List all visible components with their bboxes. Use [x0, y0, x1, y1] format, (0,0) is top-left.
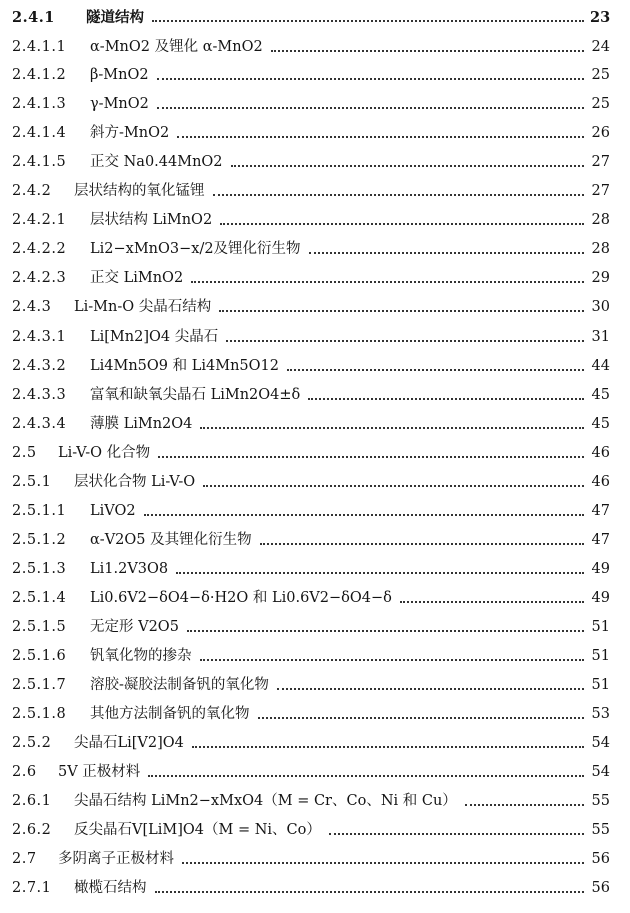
section-title: 钒氧化物的掺杂: [90, 648, 192, 664]
section-number: 2.7: [12, 851, 37, 867]
page-number: 51: [591, 619, 610, 635]
section-title: 斜方-MnO2: [90, 125, 170, 141]
page-number: 46: [591, 474, 610, 490]
section-title: Li-V-O 化合物: [58, 445, 151, 461]
toc-entry[interactable]: [12, 407, 610, 433]
section-title: Li1.2V3O8: [90, 561, 169, 577]
section-title: β-MnO2: [90, 67, 149, 83]
section-title: γ-MnO2: [90, 96, 149, 112]
dot-leader: [192, 745, 584, 748]
section-title: 溶胶-凝胶法制备钒的氧化物: [90, 677, 269, 693]
page-number: 29: [591, 270, 610, 286]
toc-entry[interactable]: [12, 290, 610, 316]
toc-entry[interactable]: [12, 30, 610, 56]
toc-entry[interactable]: [12, 87, 610, 113]
section-number: 2.4.3.2: [12, 358, 67, 374]
page-number: 44: [591, 358, 610, 374]
toc-entry[interactable]: [12, 116, 610, 142]
dot-leader: [308, 397, 584, 400]
toc-entry[interactable]: [12, 320, 610, 346]
section-number: 2.5.1.4: [12, 590, 67, 606]
dot-leader: [203, 484, 584, 487]
toc-entry[interactable]: [12, 755, 610, 781]
toc-entry[interactable]: [12, 639, 610, 665]
section-number: 2.6: [12, 764, 37, 780]
page-number: 45: [591, 416, 610, 432]
dot-leader: [148, 774, 584, 777]
section-title: 隧道结构: [86, 9, 144, 26]
toc-entry[interactable]: [12, 494, 610, 520]
toc-entry[interactable]: [12, 174, 610, 200]
page-number: 56: [591, 880, 610, 896]
toc-entry[interactable]: [12, 203, 610, 229]
section-title: 尖晶石Li[V2]O4: [74, 735, 184, 751]
section-title: Li[Mn2]O4 尖晶石: [90, 329, 219, 345]
section-title: Li4Mn5O9 和 Li4Mn5O12: [90, 358, 279, 374]
page-number: 47: [591, 503, 610, 519]
section-number: 2.4.2.1: [12, 212, 67, 228]
dot-leader: [226, 339, 584, 342]
section-number: 2.4.3.4: [12, 416, 67, 432]
section-number: 2.4.1.2: [12, 67, 67, 83]
section-number: 2.6.1: [12, 793, 52, 809]
section-number: 2.6.2: [12, 822, 52, 838]
section-title: α-MnO2 及锂化 α-MnO2: [90, 39, 263, 55]
section-number: 2.4.2.3: [12, 270, 67, 286]
page-number: 25: [591, 67, 610, 83]
toc-entry[interactable]: [12, 58, 610, 84]
dot-leader: [277, 687, 584, 690]
section-title: 正交 Na0.44MnO2: [90, 154, 223, 170]
dot-leader: [157, 106, 584, 109]
dot-leader: [182, 861, 584, 864]
dot-leader: [152, 19, 584, 22]
page-number: 55: [591, 822, 610, 838]
page-number: 46: [591, 445, 610, 461]
toc-entry[interactable]: [12, 871, 610, 897]
section-title: 富氧和缺氧尖晶石 LiMn2O4±δ: [90, 387, 301, 403]
section-title: 无定形 V2O5: [90, 619, 179, 635]
page-number: 30: [591, 299, 610, 315]
section-title: LiVO2: [90, 503, 136, 519]
page-number: 27: [591, 154, 610, 170]
section-number: 2.4.1.3: [12, 96, 67, 112]
dot-leader: [157, 77, 584, 80]
section-number: 2.5.1.6: [12, 648, 67, 664]
dot-leader: [200, 658, 585, 661]
page-number: 49: [591, 590, 610, 606]
dot-leader: [465, 803, 584, 806]
section-title: Li-Mn-O 尖晶石结构: [74, 299, 212, 315]
toc-entry[interactable]: [12, 784, 610, 810]
toc-entry[interactable]: [12, 697, 610, 723]
section-title: 其他方法制备钒的氧化物: [90, 706, 250, 722]
toc-entry[interactable]: [12, 523, 610, 549]
section-title: Li2−xMnO3−x/2及锂化衍生物: [90, 241, 301, 257]
toc-entry[interactable]: [12, 581, 610, 607]
page-number: 23: [590, 9, 611, 26]
section-title: 层状化合物 Li-V-O: [74, 474, 196, 490]
section-number: 2.7.1: [12, 880, 52, 896]
dot-leader: [200, 426, 584, 429]
section-number: 2.5.1.8: [12, 706, 67, 722]
section-number: 2.5: [12, 445, 37, 461]
section-title: 橄榄石结构: [74, 880, 147, 896]
toc-entry[interactable]: [12, 232, 610, 258]
page-number: 49: [591, 561, 610, 577]
toc-entry[interactable]: [12, 261, 610, 287]
section-number: 2.4.2.2: [12, 241, 67, 257]
section-number: 2.4.3: [12, 299, 52, 315]
section-number: 2.5.2: [12, 735, 52, 751]
section-number: 2.4.1.5: [12, 154, 67, 170]
dot-leader: [219, 309, 584, 312]
toc-entry[interactable]: [12, 0, 610, 26]
toc-entry[interactable]: [12, 465, 610, 491]
section-number: 2.5.1.1: [12, 503, 67, 519]
dot-leader: [220, 222, 584, 225]
dot-leader: [231, 164, 584, 167]
dot-leader: [287, 368, 584, 371]
page-number: 54: [591, 735, 610, 751]
dot-leader: [271, 49, 584, 52]
section-title: 5V 正极材料: [58, 764, 141, 780]
section-title: α-V2O5 及其锂化衍生物: [90, 532, 252, 548]
dot-leader: [258, 716, 585, 719]
dot-leader: [329, 832, 584, 835]
section-number: 2.5.1: [12, 474, 52, 490]
section-number: 2.5.1.2: [12, 532, 67, 548]
section-number: 2.4.2: [12, 183, 52, 199]
dot-leader: [144, 513, 584, 516]
page-number: 54: [591, 764, 610, 780]
section-number: 2.4.3.3: [12, 387, 67, 403]
section-number: 2.4.1: [12, 9, 55, 26]
toc-entry[interactable]: [12, 436, 610, 462]
page-number: 27: [591, 183, 610, 199]
section-title: Li0.6V2−δO4−δ·H2O 和 Li0.6V2−δO4−δ: [90, 590, 392, 606]
section-title: 多阴离子正极材料: [58, 851, 174, 867]
section-title: 层状结构的氧化锰锂: [74, 183, 205, 199]
toc-entry[interactable]: [12, 726, 610, 752]
section-title: 层状结构 LiMnO2: [90, 212, 213, 228]
toc-entry[interactable]: [12, 668, 610, 694]
dot-leader: [176, 571, 584, 574]
dot-leader: [260, 542, 584, 545]
page-number: 45: [591, 387, 610, 403]
page-number: 26: [591, 125, 610, 141]
section-title: 反尖晶石V[LiM]O4（M = Ni、Co）: [74, 822, 321, 838]
section-title: 尖晶石结构 LiMn2−xMxO4（M = Cr、Co、Ni 和 Cu）: [74, 793, 457, 809]
dot-leader: [191, 280, 584, 283]
page-number: 51: [591, 648, 610, 664]
dot-leader: [155, 890, 585, 893]
section-title: 正交 LiMnO2: [90, 270, 184, 286]
section-number: 2.5.1.7: [12, 677, 67, 693]
page-number: 56: [591, 851, 610, 867]
page-number: 28: [591, 241, 610, 257]
section-number: 2.4.1.1: [12, 39, 67, 55]
toc-entry[interactable]: [12, 842, 610, 868]
section-number: 2.4.3.1: [12, 329, 67, 345]
dot-leader: [187, 629, 584, 632]
dot-leader: [177, 135, 584, 138]
toc-entry[interactable]: [12, 552, 610, 578]
toc-entry[interactable]: [12, 813, 610, 839]
dot-leader: [309, 251, 584, 254]
section-number: 2.5.1.5: [12, 619, 67, 635]
dot-leader: [213, 193, 585, 196]
section-number: 2.5.1.3: [12, 561, 67, 577]
section-number: 2.4.1.4: [12, 125, 67, 141]
toc-entry[interactable]: [12, 145, 610, 171]
toc-entry[interactable]: [12, 610, 610, 636]
page-number: 24: [591, 39, 610, 55]
page-number: 31: [591, 329, 610, 345]
toc-entry[interactable]: [12, 378, 610, 404]
dot-leader: [400, 600, 584, 603]
page-number: 28: [591, 212, 610, 228]
dot-leader: [158, 455, 584, 458]
page-number: 25: [591, 96, 610, 112]
section-title: 薄膜 LiMn2O4: [90, 416, 193, 432]
page-number: 47: [591, 532, 610, 548]
page-number: 53: [591, 706, 610, 722]
toc-entry[interactable]: [12, 349, 610, 375]
page-number: 51: [591, 677, 610, 693]
page-number: 55: [591, 793, 610, 809]
